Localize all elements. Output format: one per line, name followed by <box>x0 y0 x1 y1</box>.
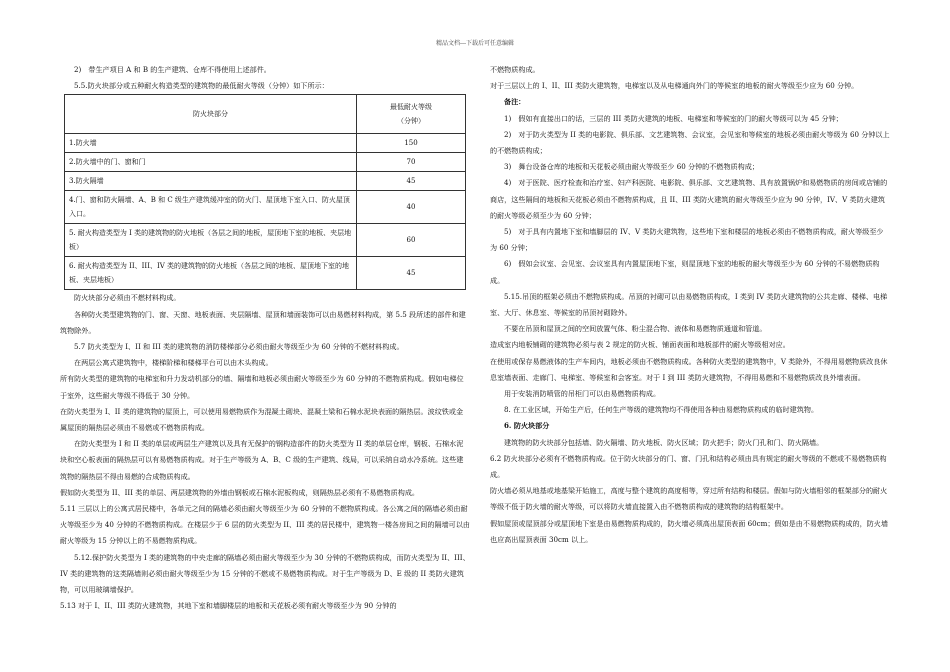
paragraph: 在使用或保存易燃液体的生产车间内，地板必须由不燃物质构成。各种防火类型的建筑物中，V 类除外，不得用易燃物质改良休息室墙表面、走廊门、电梯室、等候室和会客室。对于 I 到 III 类防火建筑物，不得用易燃和不易燃物质改良外墙表面。 <box>490 356 888 382</box>
paragraph: 假如屋顶或屋顶部分或屋顶地下室是由易燃物质构成的，防火墙必须高出屋顶表面 60cm；假如是由不易燃物质构成的，防火墙也应高出屋顶表面 30cm 以上。 <box>490 518 888 544</box>
row-item: 5. 耐火构造类型为 I 类的建筑物的防火地板（各层之间的地板，屋顶地下室的地板、夹层地板） <box>65 224 357 257</box>
right-body <box>490 62 890 548</box>
row-value: 150 <box>357 134 466 153</box>
row-value: 70 <box>357 153 466 172</box>
paragraph: 3) 舞台设备仓库的地板和天花板必须由耐火等级至少 60 分钟的不燃物质构成； <box>504 162 759 172</box>
header-value <box>357 95 466 134</box>
paragraph: 防火块部分必须由不燃材料构成。 <box>74 293 181 303</box>
paragraph: 假如防火类型为 II、III 类的单层、两层建筑物的外墙由钢板或石棉水泥板构成，则隔热层必须有不易燃物质构成。 <box>60 487 420 497</box>
paragraph: 6. 防火块部分 <box>504 421 550 431</box>
row-item: 4.门、窗和防火隔墙、A、B 和 C 级生产建筑缓冲室的防火门、屋顶地下室入口、防火屋顶入口。 <box>65 191 357 224</box>
paragraph: 5.7 防火类型为 I、II 和 III 类的建筑物的消防楼梯部分必须由耐火等级至少为 60 分钟的不燃材料构成。 <box>74 342 404 352</box>
fire-rating-table <box>64 94 466 290</box>
paragraph: 5) 对于具有内置地下室和墙脚层的 IV、V 类防火建筑物，这些地下室和楼层的地板必须由不燃物质构成，耐火等级至少为 60 分钟； <box>490 227 884 253</box>
row-value: 60 <box>357 224 466 257</box>
paragraph: 2) 带生产项目 A 和 B 的生产建筑、仓库不得使用上述部件。 <box>74 65 271 74</box>
paragraph: 建筑物的防火块部分包括墙、防火隔墙、防火地板、防火区域；防火把手；防火门孔和门、防火隔墙。 <box>504 437 824 447</box>
paragraph: 造成室内地板铺砌的建筑物必须与表 2 规定的防火板、铺面表面和地板部件的耐火等级相对应。 <box>490 340 790 350</box>
paragraph: 8. 在工业区域，开始生产后，任何生产等级的建筑物均不得使用各种由易燃物质构成的临时建筑物。 <box>504 405 819 415</box>
paragraph: 1) 假如有直接出口的话，三层的 III 类防火建筑的地板、电梯室和等候室的门的耐火等级可以为 45 分钟； <box>504 113 843 123</box>
left-body <box>60 290 470 614</box>
header-value-line1: 最低耐火等级 <box>390 103 432 112</box>
header-item: 防火块部分 <box>65 95 357 134</box>
row-item: 6. 耐火构造类型为 II、III、IV 类的建筑物的防火地板（各层之间的地板、屋顶地下室的地板、夹层地板） <box>65 257 357 290</box>
paragraph: 防火墙必须从地基或地基梁开始施工，高度与整个建筑的高度相等，穿过所有结构和楼层。假如与防火墙相邻的框架部分的耐火等级不低于防火墙的耐火等级，可以将防火墙直接置入由不燃物质构成的建筑物的结构框架中。 <box>490 486 888 512</box>
row-item: 2.防火墙中的门、窗和门 <box>65 153 357 172</box>
paragraph: 2) 对于防火类型为 II 类的电影院、俱乐部、文艺建筑物、会议室，会见室和等候室的地板必须由耐火等级为 60 分钟以上的不燃物质构成； <box>490 129 890 156</box>
table-row <box>65 153 466 172</box>
left-column <box>60 62 470 614</box>
paragraph: 在两层公寓式建筑物中，楼梯阶梯和楼梯平台可以由木头构成。 <box>74 358 273 368</box>
paragraph: 各种防火类型建筑物的门、窗、天窗、地板表面、夹层隔墙、屋顶和墙面装饰可以由易燃材料构成，第 5.5 段所述的部件和建筑物除外。 <box>60 309 466 335</box>
table-row <box>65 191 466 224</box>
paragraph: 对于三层以上的 I、II、III 类防火建筑物，电梯室以及从电梯通向外门的等候室的地板的耐火等级至少应为 60 分钟。 <box>490 81 859 91</box>
table-row <box>65 224 466 257</box>
paragraph: 5.13 对于 I、II、III 类防火建筑物，其地下室和墙脚楼层的地板和天花板必须有耐火等级至少为 90 分钟的 <box>60 601 397 611</box>
paragraph: 备注： <box>504 97 526 107</box>
row-item: 3.防火隔墙 <box>65 172 357 191</box>
paragraph: 不要在吊顶和屋顶之间的空间放置气体、粉尘混合物、液体和易燃物质通道和管道。 <box>504 324 767 334</box>
row-value: 45 <box>357 257 466 290</box>
paragraph: 6.2 防火块部分必须有不燃物质构成。位于防火块部分的门、窗、门孔和结构必须由具有规定的耐火等级的不燃或不易燃物质构成。 <box>490 453 887 480</box>
paragraph: 6) 假如会议室、会见室、会议室具有内置屋顶地下室，则屋顶地下室的地板的耐火等级至少为 60 分钟的不易燃物质构成。 <box>490 259 880 285</box>
table-row <box>65 172 466 191</box>
header-value-line2: （分钟） <box>397 117 425 126</box>
paragraph: 在防火类型为 I 和 II 类的单层或两层生产建筑以及具有无保护的钢构造部件的防火类型为 II 类的单层仓库，钢板、石棉水泥块和空心板表面的隔热层可以有易燃物质构成。对于生产等级为 A、B、C 级的生产建筑、线局，可以采纳自动水冷系统。这些建筑物的隔热层不得由易燃的合成物质构成。 <box>60 439 464 481</box>
page-header: 精品文档---下载后可任意编辑 <box>435 40 515 47</box>
paragraph: 5.11 三层以上的公寓式居民楼中，各单元之间的隔墙必须由耐火等级至少为 60 分钟的不燃物质构成。各公寓之间的隔墙必须由耐火等级至少为 40 分钟的不燃物质构成。在楼层少于 6 层的防火类型为 II、III 类的居民楼中，建筑物一楼各房间之间的隔墙可以由耐火等级为 15 分钟以上的不易燃物质构成。 <box>60 504 470 546</box>
row-item: 1.防火墙 <box>65 134 357 153</box>
paragraph: 用于安装消防喷管的吊柜门可以由易燃物质构成。 <box>504 389 661 399</box>
right-column <box>490 62 890 548</box>
table-row <box>65 257 466 290</box>
paragraph: 5.15.吊顶的框架必须由不燃物质构成。吊顶的衬砌可以由易燃物质构成，I 类到 IV 类防火建筑物的公共走廊、楼梯、电梯室、大厅、休息室、等候室的吊顶衬砌除外。 <box>490 291 888 318</box>
paragraph: 在防火类型为 I、II 类的建筑物的屋顶上，可以使用易燃物质作为混凝土砌块、混凝土梁和石棉水泥块表面的隔热层。波纹铁或金属屋顶的隔热层必须由不易燃或不燃物质构成。 <box>60 406 464 433</box>
paragraph: 不燃物质构成。 <box>490 65 540 74</box>
table-row <box>65 134 466 153</box>
row-value: 40 <box>357 191 466 224</box>
paragraph: 4) 对于医院、医疗检查和治疗室、妇产科医院、电影院、俱乐部、文艺建筑物、具有放置锅炉和易燃物质的房间或店铺的商店，这些隔间的地板和天花板必须由不燃物质构成，且 II、III 类防火建筑的耐火等级至少应为 90 分钟，IV、V 类防火建筑的耐火等级必须至少为 60 分钟； <box>490 178 888 220</box>
paragraph: 5.12.保护防火类型为 I 类的建筑物的中央走廊的隔墙必须由耐火等级至少为 30 分钟的不燃物质构成，而防火类型为 II、III、IV 类的建筑物的这类隔墙则必须由耐火等级至少为 15 分钟的不燃或不易燃物质构成。对于生产等级为 D、E 级的 II 类防火建筑物，可以用玻璃墙保护。 <box>60 552 470 595</box>
table-caption: 5.5.防火块部分或五种耐火构造类型的建筑物的最低耐火等级（分钟）如下所示： <box>74 81 329 91</box>
paragraph: 所有防火类型的建筑物的电梯室和升力发动机部分的墙、隔墙和地板必须由耐火等级至少为 60 分钟的不燃物质构成。假如电梯位于室外，这些耐火等级不得低于 30 分钟。 <box>60 374 464 400</box>
row-value: 45 <box>357 172 466 191</box>
table-header-row <box>65 95 466 134</box>
